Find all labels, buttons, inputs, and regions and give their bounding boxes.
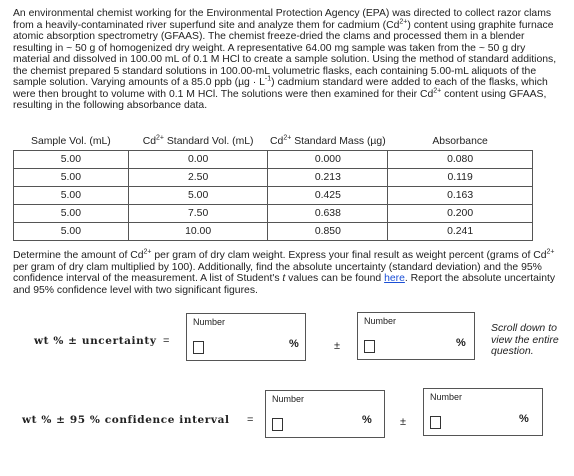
cell-sample: 5.00: [14, 187, 129, 205]
cell-absorbance: 0.241: [388, 223, 533, 241]
confidence-interval-number-box: [423, 388, 543, 436]
cell-std-vol: 2.50: [128, 169, 268, 187]
scroll-note: Scroll down to view the entire question.: [491, 322, 559, 357]
cell-absorbance: 0.200: [388, 205, 533, 223]
number-caption: Number: [193, 317, 226, 327]
percent-unit: %: [362, 414, 372, 426]
cell-std-mass: 0.850: [268, 223, 388, 241]
number-caption: Number: [430, 392, 463, 402]
wt-percent-ci-input[interactable]: [272, 418, 283, 431]
header-standard-volume: $Cd^{2+}$ Standard Vol. (mL): [142, 134, 254, 147]
cell-std-mass: 0.213: [268, 169, 388, 187]
cell-sample: 5.00: [14, 223, 129, 241]
header-absorbance: Absorbance: [432, 135, 488, 147]
table-row: [14, 223, 533, 241]
cell-sample: 5.00: [14, 151, 129, 169]
table-row: [14, 151, 533, 169]
table-row: [14, 187, 533, 205]
cell-absorbance: 0.080: [388, 151, 533, 169]
problem-intro: An environmental chemist working for the Environmental Protection Agency (EPA) was directed to collect razor clams from a heavily-contaminated river superfund site and analyze them for cadmium $(Cd^{2+})$ content using graphite furnace atomic absorption spectrometry (GFAAS). The chemist freeze-dried the clams and processed them in a blender resulting in ~ 50 g of homogenized dry weight. A representative 64.00 mg sample was taken from the ~ 50 g dry material and dissolved in 100.00 mL of 0.1 M HCl to create a sample solution. Using the method of standard additions, the chemist prepared 5 standard solutions in 100.00-mL volumetric flasks, each containing 5.00-mL aliquots of the sample solution. Varying amounts of a 85.0 ppb $(\mu g \cdot L^{-1})$ cadmium standard were added to each of the flasks, which were then brought to volume with 0.1 M HCl. The solutions were then examined for their $Cd^{2+}$ content using GFAAS, resulting in the following absorbance data.: [13, 8, 557, 111]
uncertainty-input[interactable]: [364, 340, 375, 353]
cell-std-vol: 10.00: [128, 223, 268, 241]
header-sample-volume: Sample Vol. (mL): [31, 135, 111, 147]
table-row: [14, 169, 533, 187]
uncertainty-row-label: wt % ± uncertainty: [34, 335, 157, 347]
table-row: [14, 205, 533, 223]
cell-std-vol: 5.00: [128, 187, 268, 205]
cell-sample: 5.00: [14, 205, 129, 223]
wt-percent-input[interactable]: [193, 341, 204, 354]
cell-sample: 5.00: [14, 169, 129, 187]
percent-unit: %: [456, 337, 466, 349]
cell-absorbance: 0.163: [388, 187, 533, 205]
header-standard-mass: $Cd^{2+}$ Standard Mass (µg): [270, 134, 386, 147]
cell-std-mass: 0.425: [268, 187, 388, 205]
equals-sign: =: [163, 335, 170, 347]
cell-absorbance: 0.119: [388, 169, 533, 187]
cell-std-mass: 0.000: [268, 151, 388, 169]
student-t-link[interactable]: here: [384, 273, 405, 284]
cell-std-vol: 7.50: [128, 205, 268, 223]
wt-percent-number-box: [186, 313, 306, 361]
percent-unit: %: [289, 338, 299, 350]
uncertainty-number-box: [357, 312, 475, 360]
number-caption: Number: [364, 316, 397, 326]
equals-sign: =: [247, 414, 254, 426]
confidence-row-label: wt % ± 95 % confidence interval: [22, 414, 230, 426]
cell-std-vol: 0.00: [128, 151, 268, 169]
number-caption: Number: [272, 394, 305, 404]
absorbance-data-table: [13, 132, 533, 241]
confidence-interval-input[interactable]: [430, 416, 441, 429]
plus-minus-sign: ±: [400, 416, 407, 428]
percent-unit: %: [519, 413, 529, 425]
plus-minus-sign: ±: [334, 340, 341, 352]
cell-std-mass: 0.638: [268, 205, 388, 223]
question-text: Determine the amount of $Cd^{2+}$ per gram of dry clam weight. Express your final result as weight percent (grams of $Cd^{2+}$ per gram of dry clam multiplied by 100). Additionally, find the absolute uncertainty (standard deviation) and the 95% confidence interval of the measurement. A list of Student's t values can be found here. Report the absolute uncertainty and 95% confidence level with two significant figures.: [13, 248, 556, 296]
